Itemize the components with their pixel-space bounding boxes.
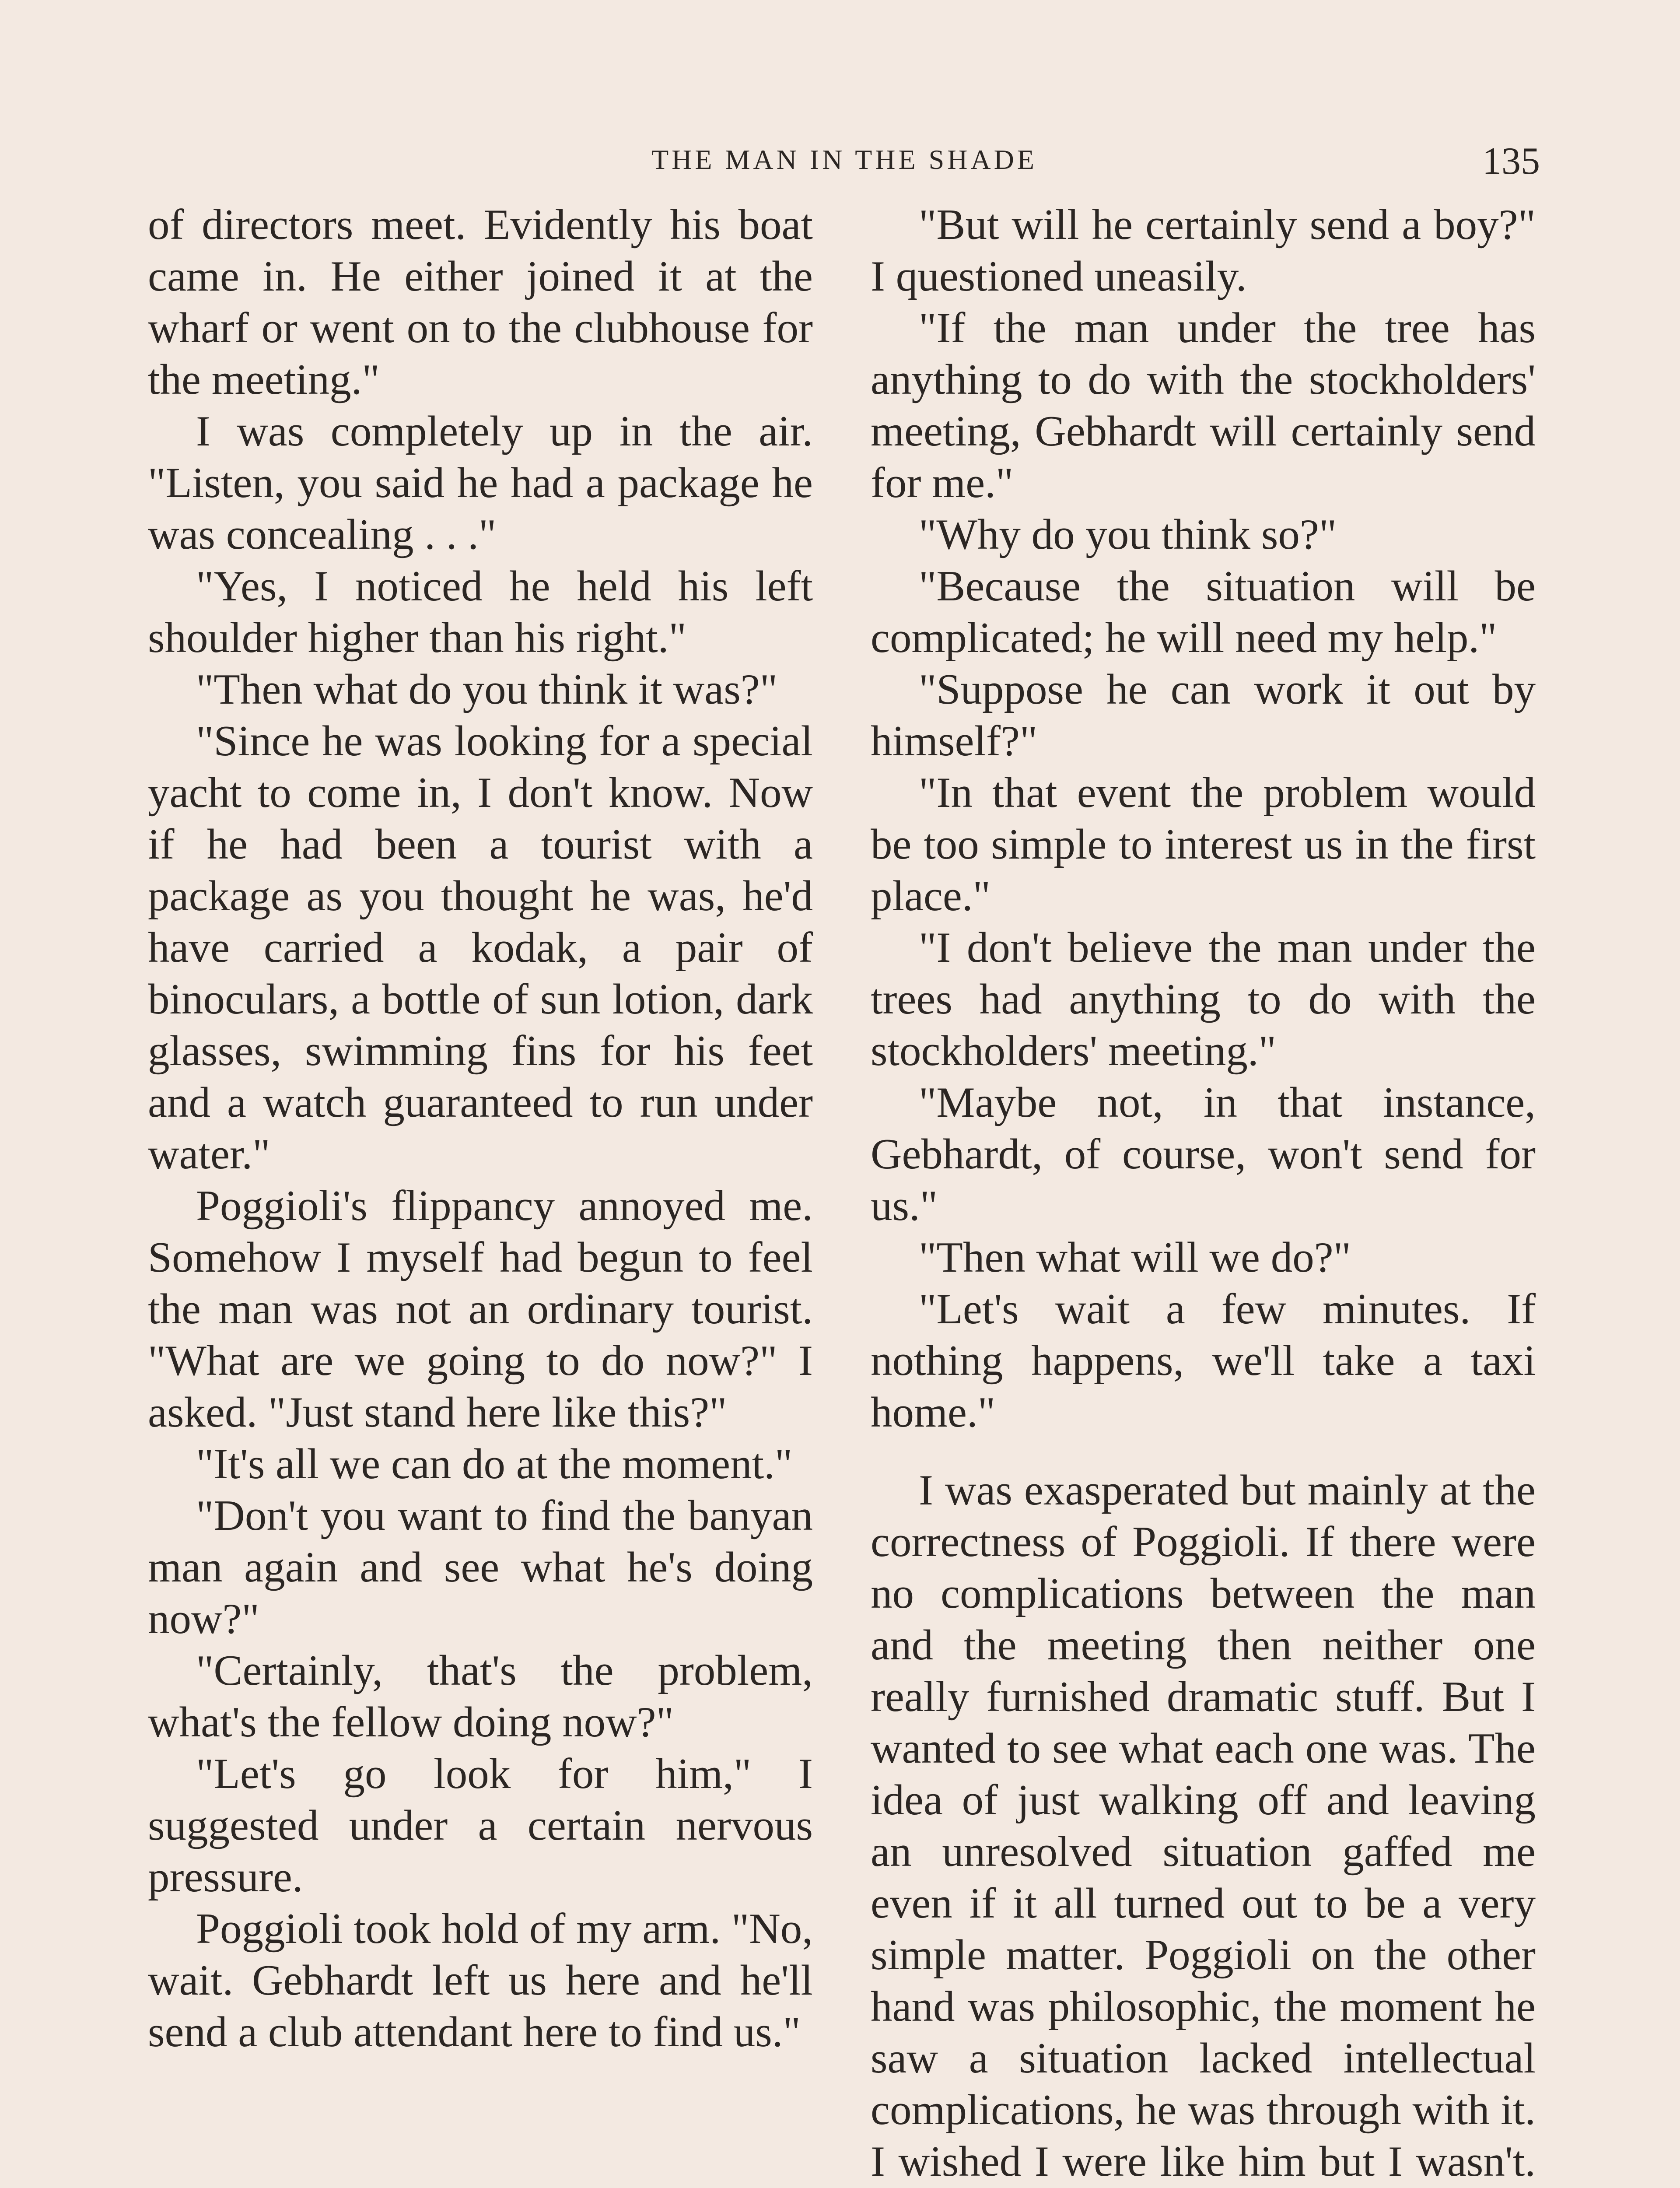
paragraph: "Because the situation will be complicated; he will need my help." xyxy=(871,562,1536,662)
paragraph: "Let's go look for him," I suggested under a certain nervous pressure. xyxy=(148,1750,813,1901)
paragraph: "Then what do you think it was?" xyxy=(196,666,778,713)
paragraph: of directors meet. Evidently his boat came in. He either joined it at the wharf or went on to the clubhouse for the meeting." xyxy=(148,201,813,403)
page-header xyxy=(149,139,1540,187)
paragraph: "Certainly, that's the problem, what's the fellow doing now?" xyxy=(148,1647,813,1746)
paragraph: I was exasperated but mainly at the correctness of Poggioli. If there were no complications between the man and the meeting then neither one really furnished dramatic stuff. But I wanted to see what each one was. The idea of just walking off and leaving an unresolved situation gaffed me even if it all turned out to be a very simple matter. Poggioli on the other hand was philosophic, the moment he saw a situation lacked intellectual complications, he was through with it. I wished I were like him but I wasn't. xyxy=(871,1466,1536,2185)
paragraph: "Suppose he can work it out by himself?" xyxy=(871,666,1536,765)
paragraph: "It's all we can do at the moment." xyxy=(196,1440,793,1488)
running-head: THE MAN IN THE SHADE xyxy=(651,144,1037,175)
page-number: 135 xyxy=(1482,140,1540,182)
paragraph: I was completely up in the air. "Listen, you said he had a package he was concealing . . ." xyxy=(148,407,813,558)
paragraph: "But will he certainly send a boy?" I questioned uneasily. xyxy=(871,201,1536,300)
paragraph: "Yes, I noticed he held his left shoulder higher than his right." xyxy=(148,562,813,662)
paragraph: "Since he was looking for a special yacht to come in, I don't know. Now if he had been a tourist with a package as you thought he was, he'd have carried a kodak, a pair of binoculars, a bottle of sun lotion, dark glasses, swimming fins for his feet and a watch guaranteed to run under water." xyxy=(148,717,813,1178)
paragraph: Poggioli took hold of my arm. "No, wait. Gebhardt left us here and he'll send a club attendant here to find us." xyxy=(148,1905,813,2056)
paragraph: "Then what will we do?" xyxy=(919,1234,1351,1281)
paragraph: "Let's wait a few minutes. If nothing happens, we'll take a taxi home." xyxy=(871,1285,1536,1436)
paragraph: "Maybe not, in that instance, Gebhardt, of course, won't send for us." xyxy=(871,1079,1536,1230)
right-column xyxy=(871,199,1536,2188)
left-column xyxy=(148,199,813,2188)
paragraph: "If the man under the tree has anything to do with the stockholders' meeting, Gebhardt will certainly send for me." xyxy=(871,304,1536,507)
paragraph: "In that event the problem would be too simple to interest us in the first place." xyxy=(871,769,1536,920)
paragraph: "Why do you think so?" xyxy=(919,511,1337,558)
paragraph: "I don't believe the man under the trees had anything to do with the stockholders' meeting." xyxy=(871,924,1536,1075)
paragraph: Poggioli's flippancy annoyed me. Somehow I myself had begun to feel the man was not an ordinary tourist. "What are we going to do now?" I asked. "Just stand here like this?" xyxy=(148,1182,813,1436)
paragraph: "Don't you want to find the banyan man again and see what he's doing now?" xyxy=(148,1492,813,1643)
